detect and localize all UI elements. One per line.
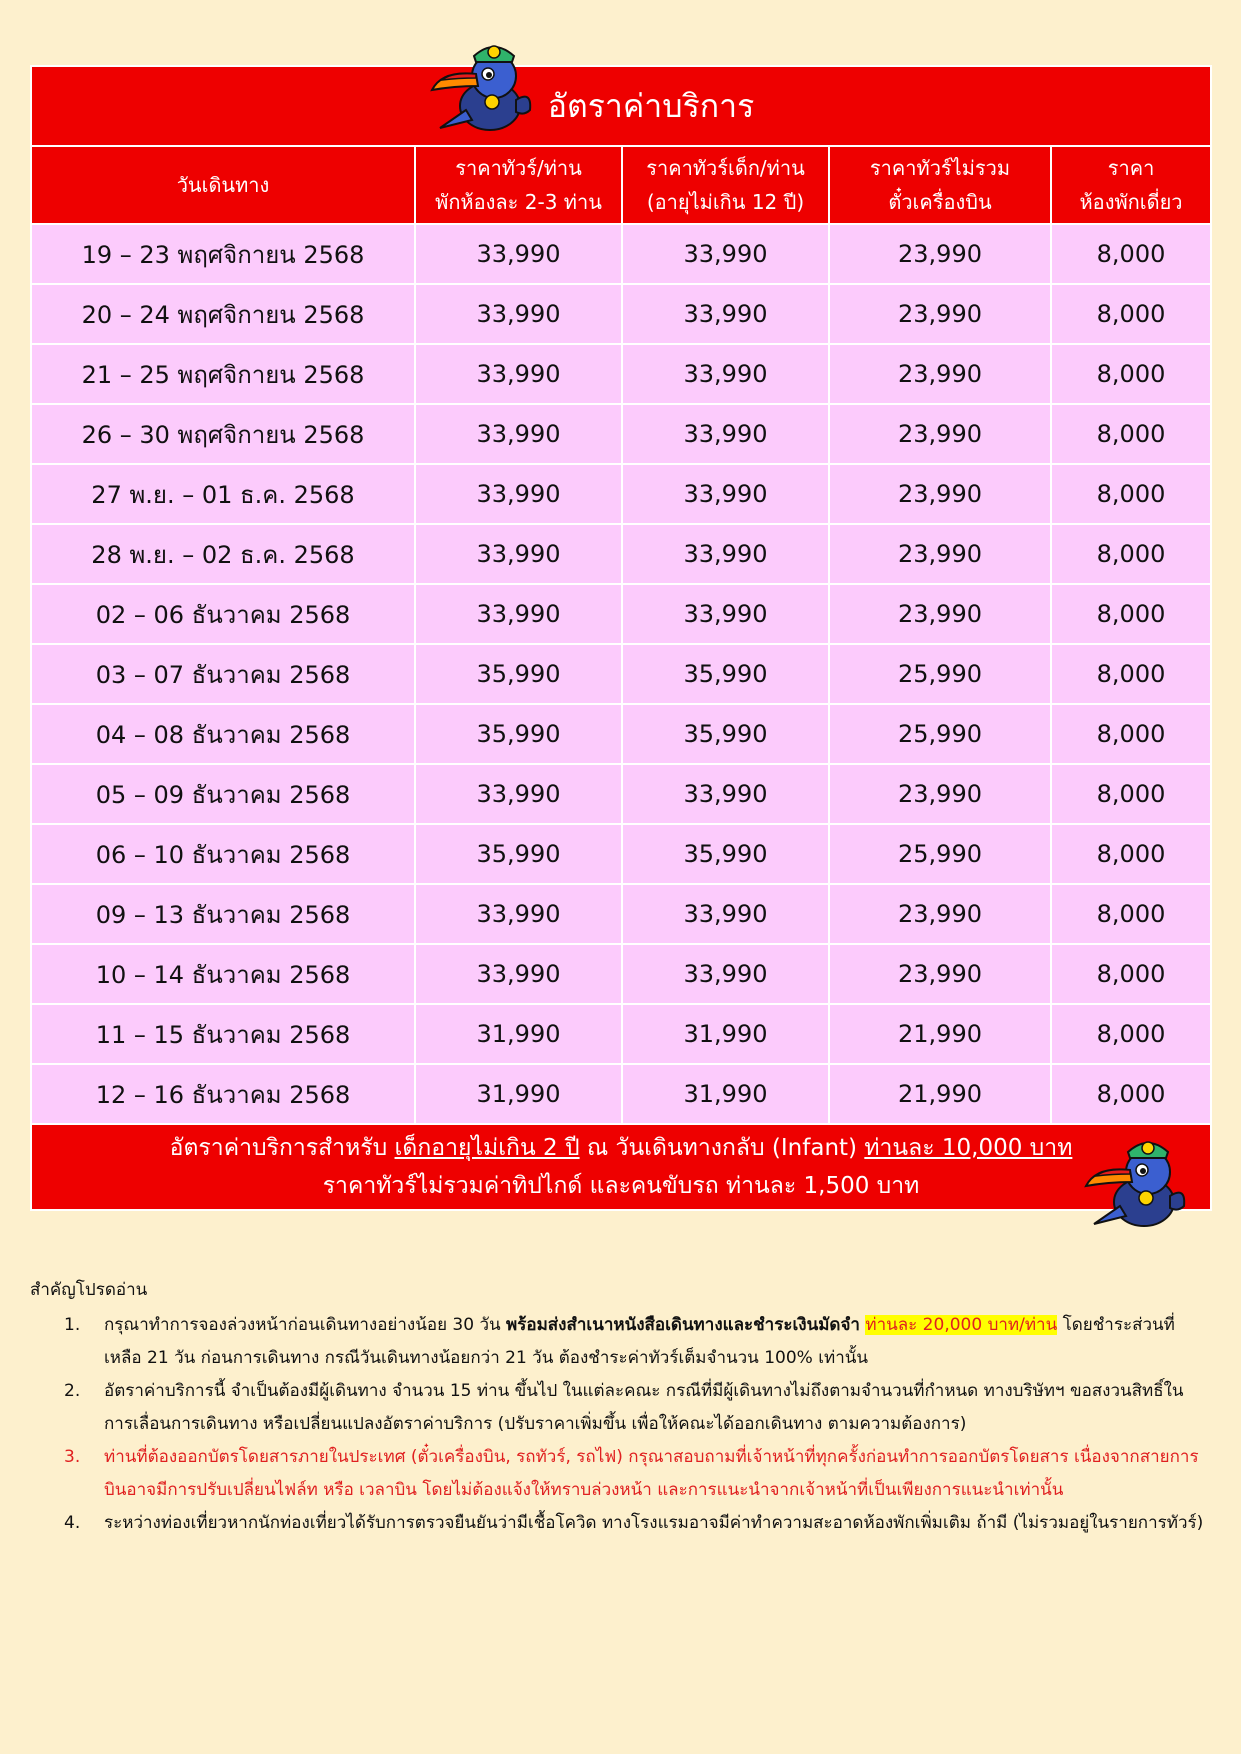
note-number: 1.	[64, 1315, 81, 1335]
cell-child-price: 33,990	[622, 404, 829, 464]
cell-child-price: 33,990	[622, 284, 829, 344]
toucan-mascot-icon	[428, 40, 540, 140]
cell-date: 03 – 07 ธันวาคม 2568	[31, 644, 415, 704]
table-row	[31, 1064, 1211, 1124]
cell-no-flight-price: 25,990	[829, 824, 1051, 884]
cell-single-room: 8,000	[1051, 704, 1211, 764]
cell-child-price: 33,990	[622, 344, 829, 404]
cell-single-room: 8,000	[1051, 464, 1211, 524]
cell-date: 09 – 13 ธันวาคม 2568	[31, 884, 415, 944]
cell-single-room: 8,000	[1051, 1004, 1211, 1064]
table-header-row	[31, 146, 1211, 224]
note-item: 1. กรุณาทำการจองล่วงหน้าก่อนเดินทางอย่างน้อย 30 วัน พร้อมส่งสำเนาหนังสือเดินทางและชำระเงินมัดจำ ท่านละ 20,000 บาท/ท่าน โดยชำระส่วนที่เหลือ 21 วัน ก่อนการเดินทาง กรณีวันเดินทางน้อยกว่า 21 วัน ต้องชำระค่าทัวร์เต็มจำนวน 100% เท่านั้น	[30, 1309, 1210, 1375]
cell-single-room: 8,000	[1051, 1064, 1211, 1124]
cell-no-flight-price: 23,990	[829, 464, 1051, 524]
cell-single-room: 8,000	[1051, 224, 1211, 284]
cell-no-flight-price: 23,990	[829, 344, 1051, 404]
cell-no-flight-price: 25,990	[829, 704, 1051, 764]
note-item: 4. ระหว่างท่องเที่ยวหากนักท่องเที่ยวได้รับการตรวจยืนยันว่ามีเชื้อโควิด ทางโรงแรมอาจมีค่าทำความสะอาดห้องพักเพิ่มเติม ถ้ามี (ไม่รวมอยู่ในรายการทัวร์)	[30, 1507, 1210, 1540]
cell-adult-price: 31,990	[415, 1064, 622, 1124]
cell-child-price: 35,990	[622, 824, 829, 884]
table-title-cell	[31, 66, 1211, 146]
cell-no-flight-price: 23,990	[829, 884, 1051, 944]
cell-date: 19 – 23 พฤศจิกายน 2568	[31, 224, 415, 284]
cell-date: 20 – 24 พฤศจิกายน 2568	[31, 284, 415, 344]
table-row	[31, 344, 1211, 404]
cell-adult-price: 33,990	[415, 284, 622, 344]
cell-adult-price: 35,990	[415, 824, 622, 884]
deposit-highlight: ท่านละ 20,000 บาท/ท่าน	[865, 1315, 1058, 1335]
table-body	[31, 224, 1211, 1124]
cell-child-price: 31,990	[622, 1064, 829, 1124]
cell-adult-price: 33,990	[415, 884, 622, 944]
cell-single-room: 8,000	[1051, 404, 1211, 464]
tip-note: ราคาทัวร์ไม่รวมค่าทิปไกด์ และคนขับรถ ท่านละ 1,500 บาท	[322, 1173, 920, 1199]
cell-adult-price: 33,990	[415, 404, 622, 464]
cell-date: 21 – 25 พฤศจิกายน 2568	[31, 344, 415, 404]
rate-table	[30, 65, 1212, 1211]
table-row	[31, 464, 1211, 524]
column-header-single-room: ราคา ห้องพักเดี่ยว	[1051, 146, 1211, 224]
note-number: 4.	[64, 1513, 81, 1533]
cell-date: 28 พ.ย. – 02 ธ.ค. 2568	[31, 524, 415, 584]
cell-child-price: 35,990	[622, 644, 829, 704]
cell-no-flight-price: 21,990	[829, 1004, 1051, 1064]
cell-no-flight-price: 23,990	[829, 224, 1051, 284]
cell-adult-price: 33,990	[415, 464, 622, 524]
toucan-mascot-icon	[1082, 1136, 1194, 1236]
cell-child-price: 33,990	[622, 884, 829, 944]
table-row	[31, 764, 1211, 824]
cell-single-room: 8,000	[1051, 764, 1211, 824]
cell-child-price: 33,990	[622, 464, 829, 524]
column-header-adult-price: ราคาทัวร์/ท่าน พักห้องละ 2-3 ท่าน	[415, 146, 622, 224]
cell-adult-price: 35,990	[415, 704, 622, 764]
cell-single-room: 8,000	[1051, 284, 1211, 344]
table-row	[31, 404, 1211, 464]
infant-price: ท่านละ 10,000 บาท	[864, 1135, 1073, 1161]
cell-adult-price: 33,990	[415, 584, 622, 644]
cell-child-price: 31,990	[622, 1004, 829, 1064]
table-row	[31, 584, 1211, 644]
cell-date: 04 – 08 ธันวาคม 2568	[31, 704, 415, 764]
table-title-row	[31, 66, 1211, 146]
cell-adult-price: 33,990	[415, 524, 622, 584]
cell-no-flight-price: 25,990	[829, 644, 1051, 704]
cell-date: 26 – 30 พฤศจิกายน 2568	[31, 404, 415, 464]
table-row	[31, 1004, 1211, 1064]
cell-no-flight-price: 23,990	[829, 524, 1051, 584]
cell-adult-price: 35,990	[415, 644, 622, 704]
cell-single-room: 8,000	[1051, 944, 1211, 1004]
cell-date: 10 – 14 ธันวาคม 2568	[31, 944, 415, 1004]
cell-single-room: 8,000	[1051, 824, 1211, 884]
cell-no-flight-price: 23,990	[829, 404, 1051, 464]
table-row	[31, 704, 1211, 764]
notes-list	[30, 1309, 1210, 1540]
column-header-child-price: ราคาทัวร์เด็ก/ท่าน (อายุไม่เกิน 12 ปี)	[622, 146, 829, 224]
cell-date: 12 – 16 ธันวาคม 2568	[31, 1064, 415, 1124]
table-row	[31, 284, 1211, 344]
cell-single-room: 8,000	[1051, 884, 1211, 944]
cell-adult-price: 33,990	[415, 764, 622, 824]
cell-single-room: 8,000	[1051, 524, 1211, 584]
cell-adult-price: 33,990	[415, 224, 622, 284]
cell-single-room: 8,000	[1051, 344, 1211, 404]
cell-child-price: 33,990	[622, 524, 829, 584]
cell-adult-price: 33,990	[415, 344, 622, 404]
table-row	[31, 884, 1211, 944]
column-header-date: วันเดินทาง	[31, 146, 415, 224]
infant-age-label: เด็กอายุไม่เกิน 2 ปี	[394, 1135, 580, 1161]
cell-date: 06 – 10 ธันวาคม 2568	[31, 824, 415, 884]
infant-rate-note: อัตราค่าบริการสำหรับ เด็กอายุไม่เกิน 2 ปี ณ วันเดินทางกลับ (Infant) ท่านละ 10,000 บาท	[169, 1135, 1073, 1161]
cell-no-flight-price: 21,990	[829, 1064, 1051, 1124]
table-row	[31, 224, 1211, 284]
cell-date: 05 – 09 ธันวาคม 2568	[31, 764, 415, 824]
cell-date: 27 พ.ย. – 01 ธ.ค. 2568	[31, 464, 415, 524]
cell-child-price: 33,990	[622, 944, 829, 1004]
cell-child-price: 35,990	[622, 704, 829, 764]
page-title: อัตราค่าบริการ	[547, 86, 755, 125]
cell-adult-price: 33,990	[415, 944, 622, 1004]
table-footer-row	[31, 1124, 1211, 1210]
cell-single-room: 8,000	[1051, 584, 1211, 644]
cell-single-room: 8,000	[1051, 644, 1211, 704]
note-number: 3.	[64, 1447, 81, 1467]
cell-date: 11 – 15 ธันวาคม 2568	[31, 1004, 415, 1064]
note-item: 2. อัตราค่าบริการนี้ จำเป็นต้องมีผู้เดินทาง จำนวน 15 ท่าน ขึ้นไป ในแต่ละคณะ กรณีที่มีผู้เดินทางไม่ถึงตามจำนวนที่กำหนด ทางบริษัทฯ ขอสงวนสิทธิ์ในการเลื่อนการเดินทาง หรือเปลี่ยนแปลงอัตราค่าบริการ (ปรับราคาเพิ่มขึ้น เพื่อให้คณะได้ออกเดินทาง ตามความต้องการ)	[30, 1375, 1210, 1441]
important-notes	[30, 1274, 1210, 1540]
table-row	[31, 944, 1211, 1004]
table-row	[31, 824, 1211, 884]
cell-child-price: 33,990	[622, 224, 829, 284]
cell-date: 02 – 06 ธันวาคม 2568	[31, 584, 415, 644]
table-footer-cell	[31, 1124, 1211, 1210]
cell-no-flight-price: 23,990	[829, 284, 1051, 344]
cell-no-flight-price: 23,990	[829, 584, 1051, 644]
note-number: 2.	[64, 1381, 81, 1401]
notes-title: สำคัญโปรดอ่าน	[30, 1280, 148, 1300]
cell-adult-price: 31,990	[415, 1004, 622, 1064]
cell-no-flight-price: 23,990	[829, 764, 1051, 824]
table-row	[31, 524, 1211, 584]
table-row	[31, 644, 1211, 704]
column-header-no-flight-price: ราคาทัวร์ไม่รวม ตั๋วเครื่องบิน	[829, 146, 1051, 224]
cell-child-price: 33,990	[622, 764, 829, 824]
cell-child-price: 33,990	[622, 584, 829, 644]
note-item: 3. ท่านที่ต้องออกบัตรโดยสารภายในประเทศ (ตั๋วเครื่องบิน, รถทัวร์, รถไฟ) กรุณาสอบถามที่เจ้าหน้าที่ทุกครั้งก่อนทำการออกบัตรโดยสาร เนื่องจากสายการบินอาจมีการปรับเปลี่ยนไฟล์ท หรือ เวลาบิน โดยไม่ต้องแจ้งให้ทราบล่วงหน้า และการแนะนำจากเจ้าหน้าที่เป็นเพียงการแนะนำเท่านั้น	[30, 1441, 1210, 1507]
cell-no-flight-price: 23,990	[829, 944, 1051, 1004]
